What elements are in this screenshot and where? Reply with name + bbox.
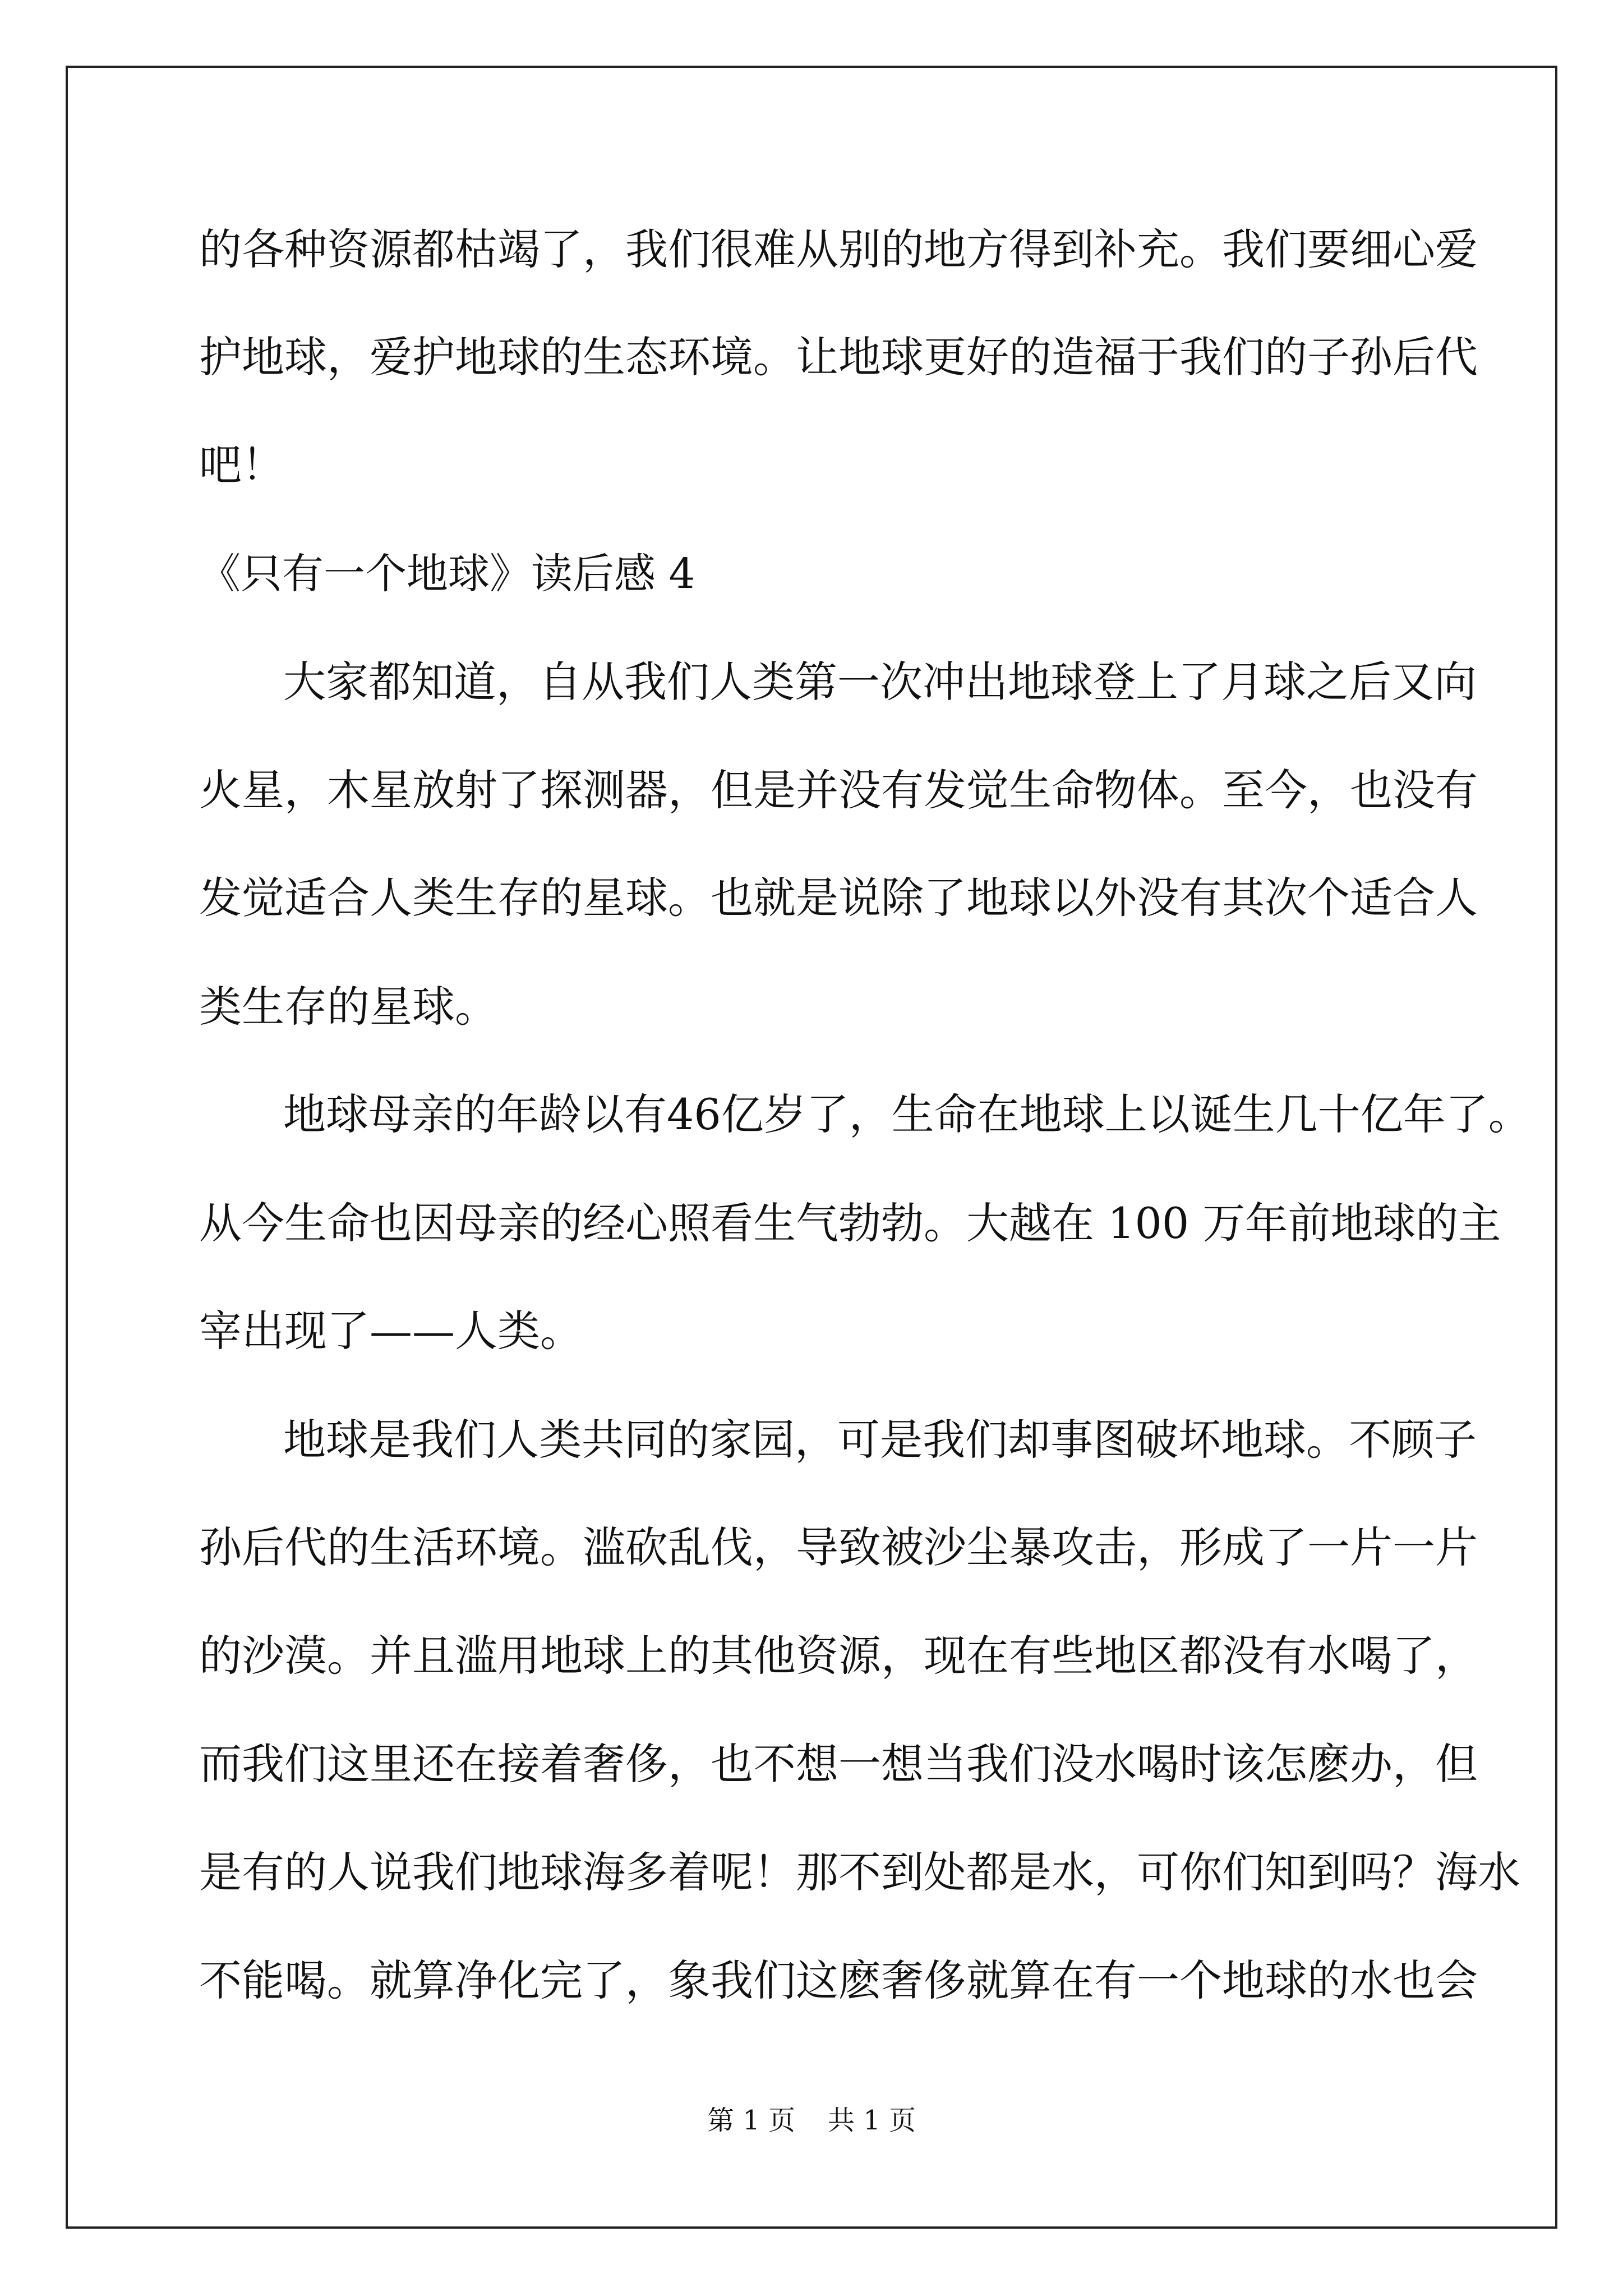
text-line: 的各种资源都枯竭了，我们很难从别的地方得到补充。我们要细心爱 <box>199 224 1478 274</box>
text-line: 吧！ <box>199 440 284 490</box>
text-line: 地球是我们人类共同的家园，可是我们却事图破坏地球。不顾子 <box>283 1415 1477 1465</box>
text-line: 而我们这里还在接着奢侈，也不想一想当我们没水喝时该怎麽办，但 <box>199 1739 1478 1789</box>
section-title: 《只有一个地球》读后感 4 <box>199 550 695 598</box>
text-line: 不能喝。就算净化完了，象我们这麽奢侈就算在有一个地球的水也会 <box>199 1955 1478 2005</box>
text-line: 发觉适合人类生存的星球。也就是说除了地球以外没有其次个适合人 <box>199 873 1478 923</box>
text-line: 地球母亲的年龄以有46亿岁了，生命在地球上以诞生几十亿年了。 <box>283 1089 1531 1139</box>
text-line: 火星，木星放射了探测器，但是并没有发觉生命物体。至今，也没有 <box>199 765 1478 815</box>
page-border <box>66 66 1557 2229</box>
page-total: 共 1 页 <box>828 2105 916 2136</box>
text-line: 大家都知道，自从我们人类第一次冲出地球登上了月球之后又向 <box>283 657 1477 707</box>
page-number: 第 1 页 <box>707 2105 795 2136</box>
text-line: 的沙漠。并且滥用地球上的其他资源，现在有些地区都没有水喝了， <box>199 1631 1478 1681</box>
text-line: 护地球，爱护地球的生态环境。让地球更好的造福于我们的子孙后代 <box>199 332 1478 382</box>
text-line: 孙后代的生活环境。滥砍乱伐，导致被沙尘暴攻击，形成了一片一片 <box>199 1522 1478 1572</box>
page-footer <box>0 2104 1623 2137</box>
text-line: 宰出现了——人类。 <box>199 1306 583 1356</box>
text-line: 从今生命也因母亲的经心照看生气勃勃。大越在 100 万年前地球的主 <box>199 1198 1501 1248</box>
text-line: 是有的人说我们地球海多着呢！那不到处都是水，可你们知到吗？海水 <box>199 1847 1520 1897</box>
text-line: 类生存的星球。 <box>199 982 497 1032</box>
